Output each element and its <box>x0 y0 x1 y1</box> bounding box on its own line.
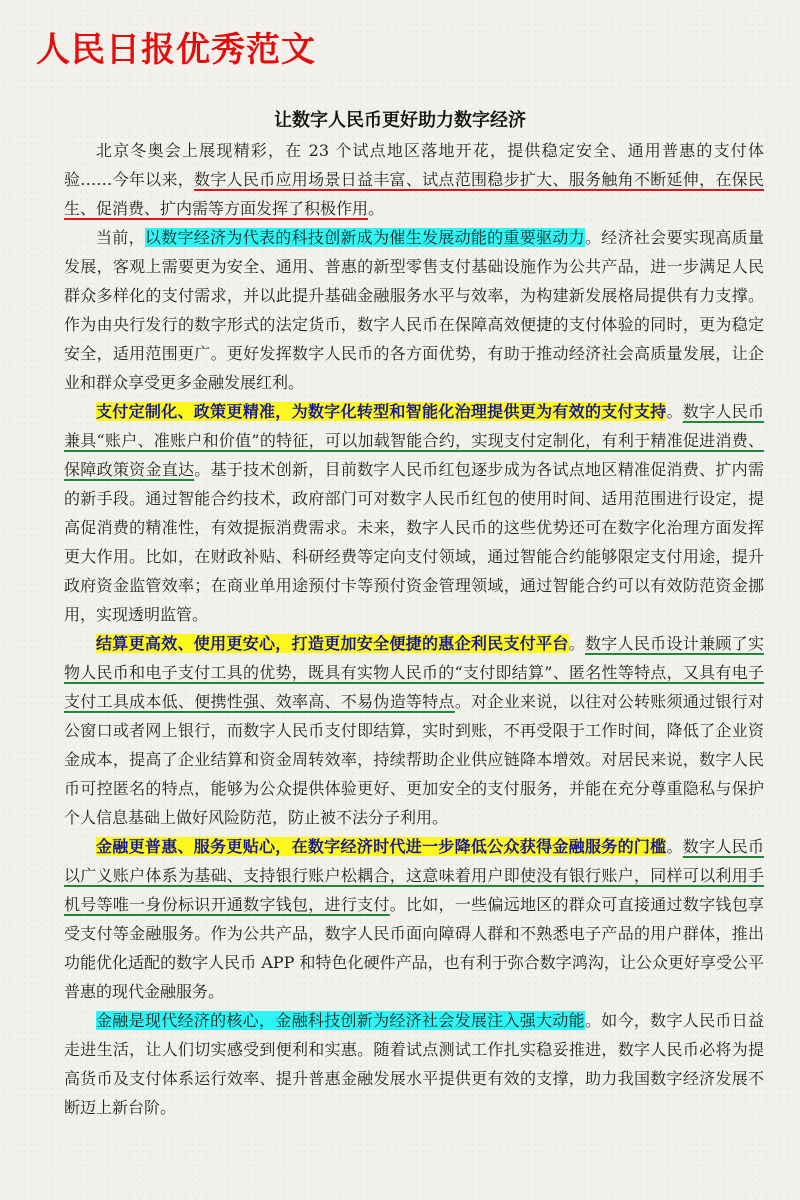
p1-end: 。 <box>368 199 385 218</box>
brand-title: 人民日报优秀范文 <box>36 30 316 70</box>
paragraph-6 <box>64 1006 764 1122</box>
p5-highlight: 金融更普惠、服务更贴心，在数字经济时代进一步降低公众获得金融服务的门槛 <box>96 837 667 856</box>
p3-text: 。基于技术创新，目前数字人民币红包逐步成为各试点地区精准促消费、扩内需的新手段。通过智能合约技术，政府部门可对数字人民币红包的使用时间、适用范围进行设定，提高促消费的精准性，有效提振消费需求。未来，数字人民币的这些优势还可在数字化治理方面发挥更大作用。比如，在财政补贴、科研经费等定向支付领域，通过智能合约能够限定支付用途，提升政府资金监管效率；在商业单用途预付卡等预付资金管理领域，通过智能合约可以有效防范资金挪用，实现透明监管。 <box>64 460 764 624</box>
p1-text: 北京冬奥会上展现精彩，在 23 个试点地区落地开花，提供稳定安全、通用普惠的支付体验……今年以来， <box>64 141 764 189</box>
p3-underlined-text: 数字人民币兼具“账户、准账户和价值”的特征，可以加载智能合约，实现支付定制化，有利于精准促进消费、保障政策资金直达 <box>64 402 764 479</box>
paragraph-3 <box>64 397 764 629</box>
p3-sep: 。 <box>666 402 683 421</box>
p6-text: 。如今，数字人民币日益走进生活，让人们切实感受到便利和实惠。随着试点测试工作扎实稳妥推进，数字人民币必将为提高货币及支付体系运行效率、提升普惠金融发展水平提供更有效的支撑，助力我国数字经济发展不断迈上新台阶。 <box>64 1011 764 1117</box>
p2-text: 。经济社会要实现高质量发展，客观上需要更为安全、通用、普惠的新型零售支付基础设施作为公共产品，进一步满足人民群众多样化的支付需求，并以此提升基础金融服务水平与效率，为构建新发展格局提供有力支撑。作为由央行发行的数字形式的法定货币，数字人民币在保障高效便捷的支付体验的同时，更为稳定安全，适用范围更广。更好发挥数字人民币的各方面优势，有助于推动经济社会高质量发展，让企业和群众享受更多金融发展红利。 <box>64 228 764 392</box>
p3-highlight: 支付定制化、政策更精准，为数字化转型和智能化治理提供更为有效的支付支持 <box>96 402 667 421</box>
p4-sep: 。 <box>568 634 585 653</box>
paragraph-4 <box>64 629 764 832</box>
article-title: 让数字人民币更好助力数字经济 <box>274 110 526 131</box>
p1-underlined-text: 数字人民币应用场景日益丰富、试点范围稳步扩大、服务触角不断延伸，在保民生、促消费、扩内需等方面发挥了积极作用 <box>64 170 764 218</box>
p5-sep: 。 <box>666 837 683 856</box>
paragraph-5 <box>64 832 764 1006</box>
article-body <box>64 136 764 1122</box>
p5-underlined-text: 数字人民币以广义账户体系为基础、支持银行账户松耦合，这意味着用户即使没有银行账户，同样可以利用手机号等唯一身份标识开通数字钱包，进行支付 <box>64 837 764 914</box>
p2-lead: 当前， <box>96 228 145 247</box>
p4-underlined-text: 数字人民币设计兼顾了实物人民币和电子支付工具的优势，既具有实物人民币的“支付即结算”、匿名性等特点，又具有电子支付工具成本低、便携性强、效率高、不易伪造等特点 <box>64 634 764 711</box>
p6-highlight: 金融是现代经济的核心，金融科技创新为经济社会发展注入强大动能 <box>96 1011 585 1030</box>
paragraph-1 <box>64 136 764 223</box>
paragraph-2 <box>64 223 764 397</box>
p4-text: 。对企业来说，以往对公转账须通过银行对公窗口或者网上银行，而数字人民币支付即结算，实时到账，不再受限于工作时间，降低了企业资金成本，提高了企业结算和资金周转效率，持续帮助企业供应链降本增效。对居民来说，数字人民币可控匿名的特点，能够为公众提供体验更好、更加安全的支付服务，并能在充分尊重隐私与保护个人信息基础上做好风险防范，防止被不法分子利用。 <box>64 692 764 827</box>
p4-highlight: 结算更高效、使用更安心，打造更加安全便捷的惠企利民支付平台 <box>96 634 569 653</box>
p2-highlight: 以数字经济为代表的科技创新成为催生发展动能的重要驱动力 <box>144 228 585 247</box>
p5-text: 。比如，一些偏远地区的群众可直接通过数字钱包享受支付等金融服务。作为公共产品，数字人民币面向障碍人群和不熟悉电子产品的用户群体，推出功能优化适配的数字人民币 APP 和特色化硬件产品，也有利于弥合数字鸿沟，让公众更好享受公平普惠的现代金融服务。 <box>64 895 764 1001</box>
